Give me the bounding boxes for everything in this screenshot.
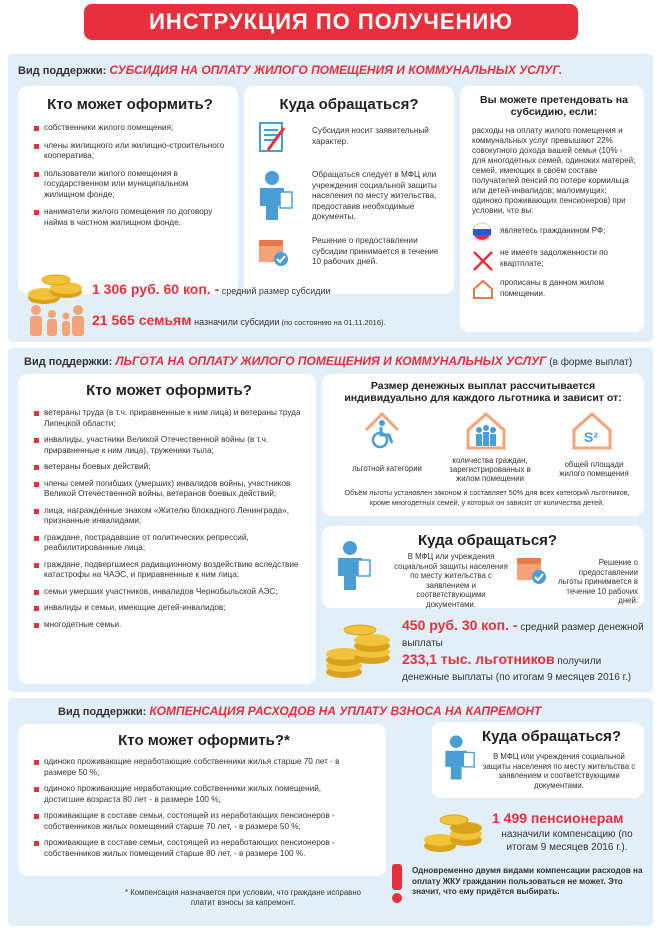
person-icon (332, 540, 372, 590)
section-benefit (8, 348, 653, 692)
list-item: ветераны труда (в т.ч. приравненные к ним лица) и ветераны труда Липецкой области; (32, 408, 306, 429)
list-item: члены жилищного или жилищно-строительного кооператива; (32, 141, 228, 162)
stat-text: средний размер субсидии (219, 286, 331, 296)
list-item: одиноко проживающие неработающие собственники жилья старше 70 лет - в размере 50 %; (32, 757, 362, 778)
where-card (322, 526, 644, 608)
who-card (18, 724, 386, 876)
coins-icon (422, 810, 486, 854)
stat-beneficiaries (402, 652, 646, 685)
section-label: Вид поддержки: (58, 706, 150, 718)
where-text: В МФЦ или учреждения социальной защиты населения по месту жительства с заявлением и соответствующими документами. (482, 752, 636, 790)
who-list (32, 757, 376, 859)
house-icon (472, 278, 494, 300)
list-item: проживающие в составе семьи, состоящей из неработающих пенсионеров - собственников жилых помещений старше 70 лет, - в размере 50 %; (32, 811, 362, 832)
stat-text: получили денежные выплаты (по итогам 9 месяцев 2016 г.) (402, 656, 632, 683)
list-item: наниматели жилого помещения по договору найма в частном жилищном фонде. (32, 207, 228, 228)
list-item: собственники жилого помещения; (32, 123, 228, 134)
list-item: члены семей погибших (умерших) инвалидов войны, участников Великой Отечественной войны, ветеранов боевых действий; (32, 479, 306, 500)
section-header (24, 354, 632, 368)
section-subsidy (8, 54, 653, 342)
residents-icon (464, 410, 508, 450)
where-card (244, 86, 454, 294)
calendar-icon (256, 234, 290, 268)
calendar-icon (514, 552, 548, 586)
section-label: Вид поддержки: (18, 65, 110, 77)
stat-value: 1 306 руб. 60 коп. - (92, 281, 220, 297)
family-icon (26, 304, 84, 336)
condition-item: являетесь гражданином РФ; (500, 226, 606, 235)
list-item: проживающие в составе семьи, состоящей из неработающих пенсионеров - собственников жилых помещений старше 80 лет, - в размере 100 %. (32, 838, 362, 859)
stat-text: назначили компенсацию (по итогам 9 месяцев 2016 г.). (501, 829, 633, 853)
factor-label: льготной категории (352, 464, 422, 473)
list-item: инвалиды, участники Великой Отечественной войны (в т.ч. приравненные к ним лица), труженики тыла; (32, 435, 306, 456)
section-name: СУБСИДИЯ НА ОПЛАТУ ЖИЛОГО ПОМЕЩЕНИЯ И КОММУНАЛЬНЫХ УСЛУГ. (109, 63, 563, 77)
where-title: Куда обращаться? (418, 532, 558, 549)
list-item: одиноко проживающие неработающие собственники жилых помещений, достигшие возраста 80 лет - в размере 100 %; (32, 784, 362, 805)
where-text-2: Обращаться следует в МФЦ или учреждения социальной защиты населения по месту жительства, предоставив необходимые документы. (312, 170, 437, 221)
who-card (18, 86, 238, 294)
warning-text: Одновременно двумя видами компенсации расходов на оплату ЖКУ гражданин пользоваться не может. Это значит, что ему придётся выбирать. (412, 866, 643, 896)
stat-value: 233,1 тыс. льготников (402, 651, 555, 667)
person-icon (254, 170, 294, 220)
who-list (32, 123, 228, 228)
russia-flag-icon (472, 222, 492, 242)
person-icon (440, 734, 476, 780)
list-item: граждане, пострадавшие от политических репрессий, реабилитированные лица; (32, 533, 306, 554)
where-title: Куда обращаться? (482, 728, 622, 745)
section-note: (в форме выплат) (546, 357, 633, 368)
wheelchair-icon (362, 410, 402, 450)
exclamation-icon (388, 864, 406, 904)
size-title: Размер денежных выплат рассчитывается индивидуально для каждого льготника и зависит от: (344, 380, 622, 404)
list-item: ветераны боевых действий; (32, 462, 306, 473)
conditions-card (460, 86, 644, 332)
document-icon (254, 120, 288, 154)
size-note: Объём льготы установлен законом и составляет 50% для всех категорий льготников, кроме многодетных семей, у которых он зависит от количества детей. (344, 488, 630, 507)
stat-note: (по состоянию на 01.11.2016). (279, 318, 386, 327)
coins-icon (324, 618, 394, 680)
svg-text:S²: S² (584, 429, 598, 445)
condition-item: не имеете задолженности по квартплате; (500, 248, 608, 268)
area-icon (570, 410, 614, 450)
factor-label: количества граждан, зарегистрированных в жилом помещении (449, 456, 531, 483)
stat-value: 21 565 семьям (92, 312, 192, 328)
section-name: КОМПЕНСАЦИЯ РАСХОДОВ НА УПЛАТУ ВЗНОСА НА КАПРЕМОНТ (149, 704, 542, 718)
no-debt-icon (472, 250, 494, 272)
page-title: ИНСТРУКЦИЯ ПО ПОЛУЧЕНИЮ (84, 4, 578, 40)
footnote: * Компенсация назначается при условии, что граждане исправно платит взносы за капремонт. (125, 888, 361, 907)
stat-value: 1 499 пенсионерам (492, 810, 624, 826)
coins-icon (26, 270, 86, 306)
where-text-1: В МФЦ или учреждения социальной защиты населения по месту жительства с заявлением и соответствующими документами. (394, 552, 508, 609)
section-label: Вид поддержки: (24, 356, 116, 368)
who-title: Кто может оформить?* (118, 732, 290, 749)
size-card (322, 374, 644, 516)
stat-value: 450 руб. 30 коп. - (402, 617, 518, 633)
section-header (58, 704, 541, 718)
who-title: Кто может оформить? (86, 382, 252, 399)
stat-text: средний размер денежной выплаты (402, 622, 644, 649)
list-item: семьи умерших участников, инвалидов Чернобыльской АЭС; (32, 587, 306, 598)
conditions-title: Вы можете претендовать на субсидию, если: (480, 94, 628, 118)
conditions-text: расходы на оплату жилого помещения и коммунальных услуг превышают 22% совокупного дохода вашей семьи (10% - для многодетных семей, одиноких матерей; семей, имеющих в своём составе получателей пенсий по потере кормильца или детей-инвалидов; малоимущих; одиноко проживающих пенсионеров) при условии, что вы: (472, 126, 636, 215)
list-item: пользователи жилого помещения в государственном или муниципальном жилищном фонде; (32, 169, 228, 201)
list-item: многодетные семьи. (32, 620, 306, 631)
where-text-3: Решение о предоставлении субсидии принимается в течение 10 рабочих дней. (312, 236, 439, 266)
where-text-1: Субсидия носит заявительный характер. (312, 126, 429, 146)
stat-average-payment (402, 618, 646, 651)
who-list (32, 408, 306, 630)
list-item: лица, награждённые знаком «Жителю блокадного Ленинграда», признанные инвалидами; (32, 506, 306, 527)
section-compensation (8, 698, 653, 926)
condition-item: прописаны в данном жилом помещении. (500, 278, 604, 298)
stat-families (92, 312, 386, 330)
who-title: Кто может оформить? (47, 96, 213, 113)
section-name: ЛЬГОТА НА ОПЛАТУ ЖИЛОГО ПОМЕЩЕНИЯ И КОММУНАЛЬНЫХ УСЛУГ (115, 354, 547, 368)
list-item: граждане, подвергшиеся радиационному воздействию вследствие катастрофы на ЧАЭС, и приравненные к ним лица; (32, 560, 306, 581)
stat-text: назначили субсидии (191, 317, 280, 327)
list-item: инвалиды и семьи, имеющие детей-инвалидов; (32, 603, 306, 614)
where-card (432, 722, 644, 798)
where-title: Куда обращаться? (279, 96, 419, 113)
where-text-2: Решение о предоставлении льготы принимается в течение 10 рабочих дней. (557, 558, 638, 605)
stat-average-subsidy (92, 281, 331, 297)
section-header (18, 63, 562, 77)
who-card (18, 374, 316, 684)
factor-label: общей площади жилого помещения (559, 460, 629, 478)
